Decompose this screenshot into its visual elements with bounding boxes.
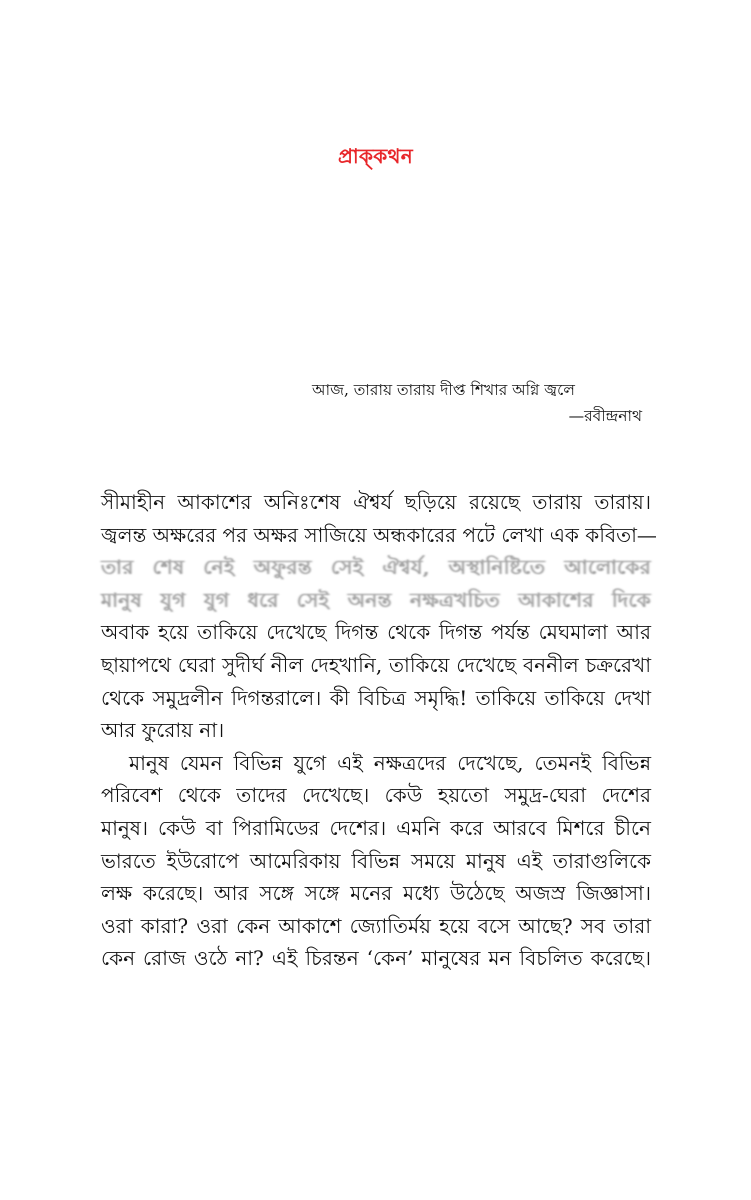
text-line: আর ফুরোয় না। [101, 718, 225, 743]
text-line: মানুষ যেমন বিভিন্ন যুগে এই নক্ষত্রদের দেখেছে, তেমনই বিভিন্ন [129, 750, 651, 775]
paragraph-2 [101, 747, 651, 975]
text-line: জ্বলন্ত অক্ষরের পর অক্ষর সাজিয়ে অন্ধকারের পটে লেখা এক কবিতা— [101, 522, 657, 547]
text-line-smudged: মানুষ যুগ যুগ ধরে সেই অনন্ত নক্ষত্রখচিত আকাশের দিকে [101, 587, 651, 612]
text-line: ভারতে ইউরোপে আমেরিকায় বিভিন্ন সময়ে মানুষ এই তারাগুলিকে [101, 848, 651, 873]
text-line: থেকে সমুদ্রলীন দিগন্তরালে। কী বিচিত্র সমৃদ্ধি! তাকিয়ে তাকিয়ে দেখা [101, 685, 651, 710]
epigraph-author: —রবীন্দ্রনাথ [568, 407, 642, 425]
text-line: লক্ষ করেছে। আর সঙ্গে সঙ্গে মনের মধ্যে উঠেছে অজস্র জিজ্ঞাসা। [101, 881, 651, 906]
text-line-smudged: তার শেষ নেই অফুরন্ত সেই ঐশ্বর্য, অস্থানিষ্টিতে আলোকের [101, 555, 651, 580]
chapter-heading: প্রাক্‌কথন [337, 144, 414, 168]
text-line: পরিবেশ থেকে তাদের দেখেছে। কেউ হয়তো সমুদ্র-ঘেরা দেশের [101, 783, 651, 808]
paragraph-1 [101, 486, 657, 747]
text-line: অবাক হয়ে তাকিয়ে দেখেছে দিগন্ত থেকে দিগন্ত পর্যন্ত মেঘমালা আর [101, 620, 651, 645]
text-line: সীমাহীন আকাশের অনিঃশেষ ঐশ্বর্য ছড়িয়ে রয়েছে তারায় তারায়। [101, 490, 651, 514]
text-line: কেন রোজ ওঠে না? এই চিরন্তন ‘কেন’ মানুষের মন বিচলিত করেছে। [101, 946, 651, 971]
text-line: মানুষ। কেউ বা পিরামিডের দেশের। এমনি করে আরবে মিশরে চীনে [101, 815, 651, 840]
text-line: ছায়াপথে ঘেরা সুদীর্ঘ নীল দেহখানি, তাকিয়ে দেখেছে বননীল চক্ররেখা [101, 652, 651, 677]
text-line: ওরা কারা? ওরা কেন আকাশে জ্যোতির্ময় হয়ে বসে আছে? সব তারা [101, 913, 651, 938]
body-text [101, 486, 657, 975]
epigraph [312, 377, 642, 429]
epigraph-quote: আজ, তারায় তারায় দীপ্ত শিখার অগ্নি জ্বলে [312, 381, 575, 399]
